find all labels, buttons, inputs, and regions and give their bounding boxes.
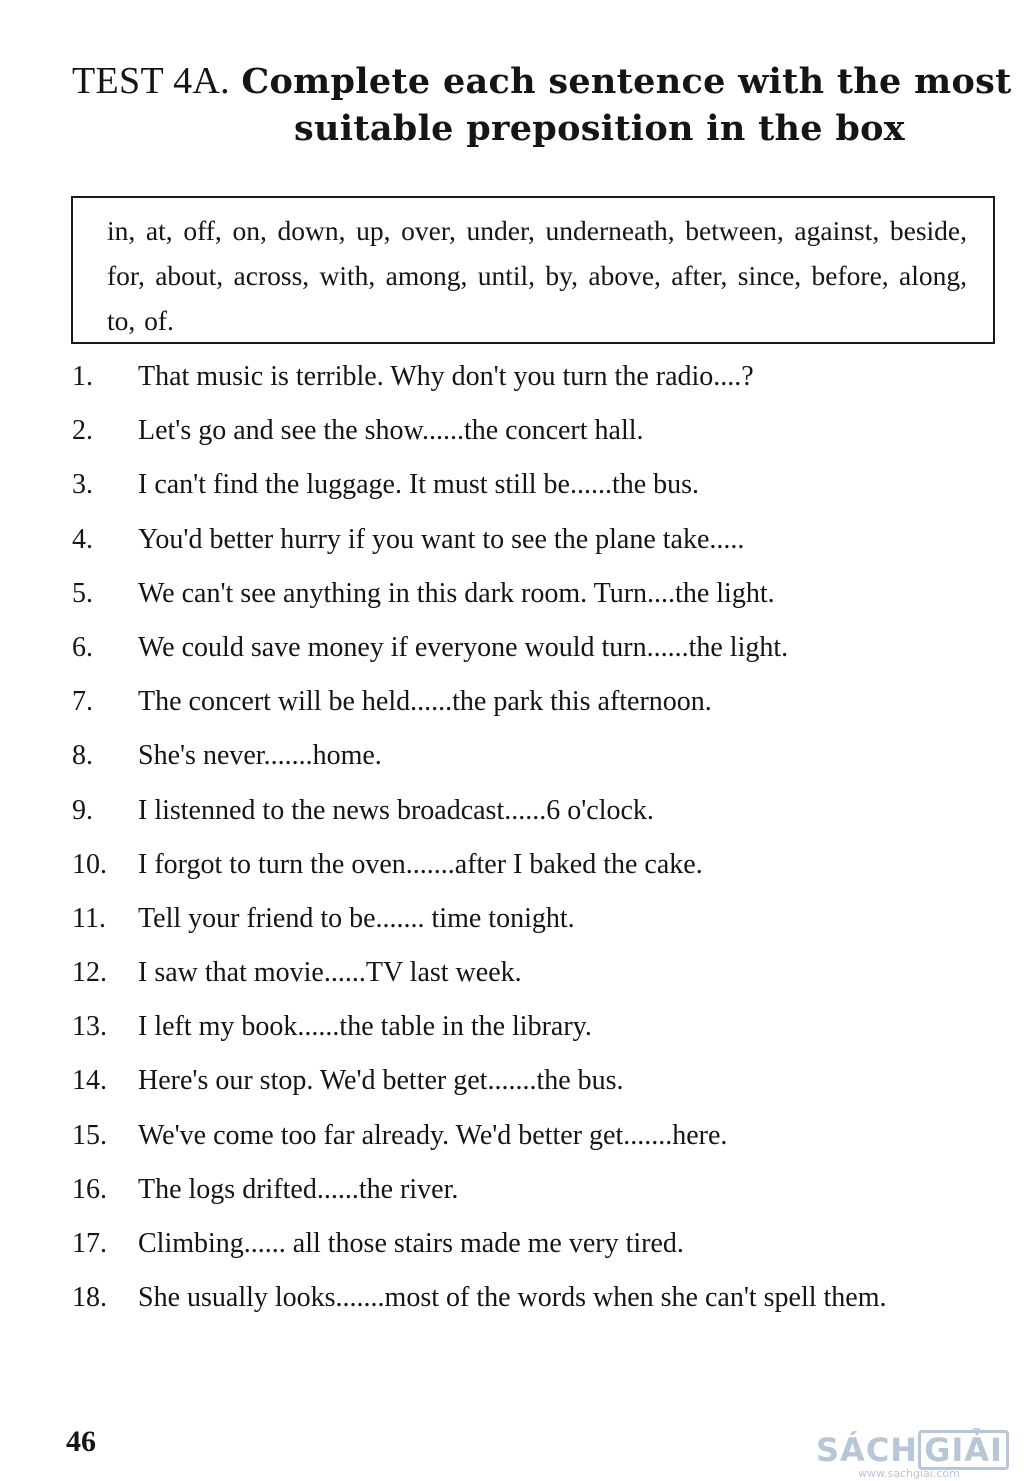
preposition-list: in, at, off, on, down, up, over, under, underneath, between, against, beside, for, about, across, with, among, until, by, above, after, since, before, along, to, of. bbox=[107, 215, 967, 336]
question-number: 16. bbox=[72, 1173, 107, 1205]
question-text: Here's our stop. We'd better get.......the bus. bbox=[138, 1065, 624, 1097]
question-number: 7. bbox=[72, 686, 93, 718]
question-number: 9. bbox=[72, 794, 93, 826]
question-text: We've come too far already. We'd better get.......here. bbox=[138, 1119, 728, 1151]
question-text: We could save money if everyone would turn......the light. bbox=[138, 631, 789, 663]
question-text: I left my book......the table in the library. bbox=[138, 1011, 592, 1043]
question-text: I can't find the luggage. It must still be......the bus. bbox=[138, 469, 700, 501]
question-number: 2. bbox=[72, 415, 93, 447]
page-number: 46 bbox=[66, 1425, 96, 1458]
question-item bbox=[0, 350, 1024, 404]
question-text: The concert will be held......the park this afternoon. bbox=[138, 686, 712, 718]
title-line-1 bbox=[72, 58, 1012, 105]
question-number: 5. bbox=[72, 577, 93, 609]
question-item bbox=[0, 1109, 1024, 1163]
question-item bbox=[0, 784, 1024, 838]
question-number: 8. bbox=[72, 740, 93, 772]
question-text: We can't see anything in this dark room. Turn....the light. bbox=[138, 577, 775, 609]
question-number: 17. bbox=[72, 1228, 107, 1259]
question-text: Climbing...... all those stairs made me very tired. bbox=[138, 1228, 684, 1259]
question-item bbox=[0, 729, 1024, 783]
page-title bbox=[72, 58, 1012, 153]
question-number: 6. bbox=[72, 631, 93, 663]
question-text: I saw that movie......TV last week. bbox=[138, 957, 522, 989]
watermark-brand bbox=[816, 1430, 1009, 1470]
question-item bbox=[0, 838, 1024, 892]
question-item bbox=[0, 567, 1024, 621]
question-item bbox=[0, 1271, 1024, 1371]
question-number: 11. bbox=[72, 902, 106, 934]
question-text: She usually looks.......most of the words when she can't spell them. bbox=[138, 1282, 887, 1314]
question-list bbox=[0, 350, 1024, 1371]
question-text: I listenned to the news broadcast......6 o'clock. bbox=[138, 794, 654, 826]
question-text: Let's go and see the show......the concert hall. bbox=[138, 415, 644, 447]
question-text: That music is terrible. Why don't you turn the radio....? bbox=[138, 361, 754, 392]
question-item bbox=[0, 1000, 1024, 1054]
question-item bbox=[0, 946, 1024, 1000]
watermark-logo bbox=[816, 1430, 1016, 1481]
question-number: 1. bbox=[72, 361, 93, 392]
question-item bbox=[0, 404, 1024, 458]
question-number: 15. bbox=[72, 1119, 107, 1151]
watermark-brand-left: SÁCH bbox=[816, 1431, 919, 1469]
question-text: She's never.......home. bbox=[138, 740, 382, 772]
question-text: You'd better hurry if you want to see the plane take..... bbox=[138, 523, 745, 555]
question-number: 4. bbox=[72, 523, 93, 555]
question-item bbox=[0, 513, 1024, 567]
question-item bbox=[0, 892, 1024, 946]
question-number: 3. bbox=[72, 469, 93, 501]
question-number: 14. bbox=[72, 1065, 107, 1097]
question-text: The logs drifted......the river. bbox=[138, 1173, 459, 1205]
question-number: 10. bbox=[72, 848, 107, 880]
question-text: Tell your friend to be....... time tonight. bbox=[138, 902, 575, 934]
question-number: 13. bbox=[72, 1011, 107, 1043]
question-item bbox=[0, 1217, 1024, 1271]
question-item bbox=[0, 621, 1024, 675]
title-main: Complete each sentence with the most bbox=[241, 61, 1012, 102]
title-line-2: suitable preposition in the box bbox=[294, 108, 905, 149]
preposition-word-box bbox=[71, 196, 995, 344]
question-item bbox=[0, 675, 1024, 729]
question-item bbox=[0, 1054, 1024, 1108]
question-item bbox=[0, 458, 1024, 512]
question-item bbox=[0, 1163, 1024, 1217]
watermark-url: www.sachgiai.com bbox=[858, 1467, 960, 1480]
watermark-brand-boxed: GIẢI bbox=[918, 1430, 1009, 1470]
question-number: 12. bbox=[72, 957, 107, 989]
question-text: I forgot to turn the oven.......after I baked the cake. bbox=[138, 848, 703, 880]
question-number: 18. bbox=[72, 1282, 107, 1314]
title-prefix: TEST 4A. bbox=[72, 60, 230, 102]
